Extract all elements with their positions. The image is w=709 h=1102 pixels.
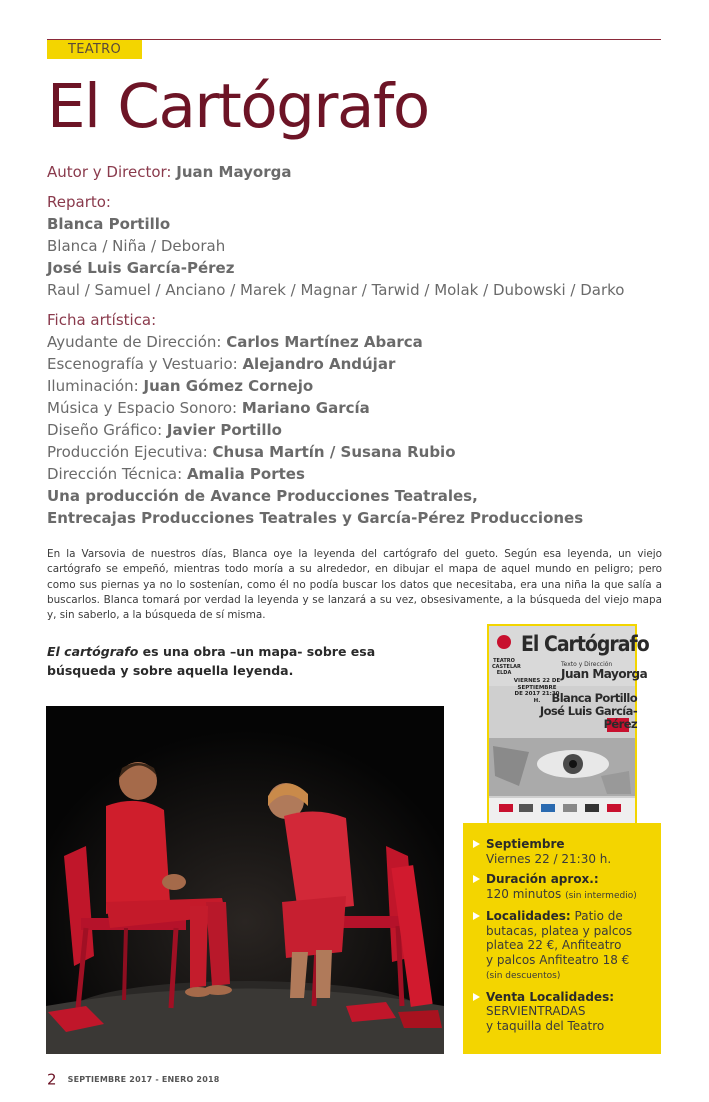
poster-director: Juan Mayorga [561,667,648,681]
artistic-item [47,331,687,353]
page-footer [47,1069,220,1089]
poster-cast-name: Blanca Portillo [551,691,637,705]
info-date [473,837,653,866]
artistic-role: Diseño Gráfico: [47,421,163,439]
artistic-role: Ayudante de Dirección: [47,333,222,351]
info-sales [473,990,653,1034]
info-duration-label: Duración aprox.: [486,872,599,886]
page-number: 2 [47,1070,57,1089]
event-poster [487,624,649,825]
info-tickets-line: y palcos Anfiteatro 18 € [486,952,630,967]
info-duration-note: (sin intermedio) [565,890,637,901]
pull-quote-italic: El cartógrafo [47,644,139,659]
artistic-role: Iluminación: [47,377,139,395]
artistic-item [47,397,687,419]
artistic-item [47,441,687,463]
artistic-label: Ficha artística: [47,311,157,329]
info-tickets-line: Patio de [574,909,623,923]
info-tickets [473,909,653,984]
artistic-role: Dirección Técnica: [47,465,183,483]
artistic-item [47,419,687,441]
poster-date: VIERNES 22 DE SEPTIEMBRE DE 2017 21:30 H. [513,678,561,704]
artistic-role: Producción Ejecutiva: [47,443,208,461]
artistic-name: Juan Gómez Cornejo [143,377,314,395]
footer-issue: SEPTIEMBRE 2017 - ENERO 2018 [67,1075,220,1084]
cast-actor-name: José Luis García-Pérez [47,259,235,277]
poster-venue: TEATRO CASTELAR ELDA [492,658,521,676]
page-title: El Cartógrafo [47,71,429,142]
author-director-name: Juan Mayorga [176,163,292,181]
poster-subtitle: Texto y Dirección [561,661,613,668]
section-tag: TEATRO [47,40,142,59]
artistic-name: Chusa Martín / Susana Rubio [212,443,456,461]
author-director-label: Autor y Director: [47,163,172,181]
stage-photo [46,706,444,1054]
info-tickets-line: platea 22 €, Anfiteatro [486,938,622,952]
info-tickets-note: (sin descuentos) [486,971,561,981]
cast-label: Reparto: [47,193,111,211]
production-line: Una producción de Avance Producciones Teatrales, [47,487,478,505]
info-date-label: Septiembre [486,837,565,851]
artistic-name: Amalia Portes [186,465,305,483]
info-box [463,823,661,1054]
pull-quote [47,642,377,680]
info-sales-line: y taquilla del Teatro [486,1018,605,1033]
artistic-name: Alejandro Andújar [242,355,396,373]
artistic-role: Música y Espacio Sonoro: [47,399,238,417]
artistic-name: Javier Portillo [166,421,282,439]
artistic-name: Carlos Martínez Abarca [226,333,423,351]
info-duration [473,872,653,903]
artistic-item [47,375,687,397]
artistic-role: Escenografía y Vestuario: [47,355,238,373]
artistic-name: Mariano García [241,399,370,417]
info-tickets-line: butacas, platea y palcos [486,923,633,938]
stage-photo-illustration [46,706,444,1054]
production-line: Entrecajas Producciones Teatrales y García-Pérez Producciones [47,509,584,527]
poster-cast [537,692,643,731]
artistic-item [47,353,687,375]
cast-actor-name: Blanca Portillo [47,215,171,233]
poster-title: El Cartógrafo [521,632,649,656]
artistic-item [47,463,687,485]
info-sales-line: SERVIENTRADAS [486,1004,586,1018]
info-duration-value: 120 minutos [486,886,562,901]
pull-quote-text: es una obra –un mapa- sobre esa búsqueda y sobre aquella leyenda. [47,644,376,678]
author-director-line [47,161,687,183]
info-tickets-label: Localidades: [486,909,571,923]
info-sales-label: Venta Localidades: [486,989,615,1004]
credits [47,161,687,529]
cast-actor-roles: Raul / Samuel / Anciano / Marek / Magnar / Tarwid / Molak / Dubowski / Darko [47,281,625,299]
info-date-value: Viernes 22 / 21:30 h. [486,851,612,866]
poster-cast-name: José Luis García-Pérez [539,704,637,731]
cast-actor-roles: Blanca / Niña / Deborah [47,237,226,255]
synopsis: En la Varsovia de nuestros días, Blanca oye la leyenda del cartógrafo del gueto. Según esa leyenda, un viejo cartógrafo se empeñó, mientras todo moría a su alrededor, en dibujar el mapa de aquel mundo en peligro; pero como sus piernas ya no lo sostenían, como él no podía buscar los datos que necesitaba, era una niña la que salía a buscarlos. Blanca tomará por verdad la leyenda y se lanzará a su vez, obsesivamente, a la búsqueda del viejo mapa y, sin saberlo, a la búsqueda de sí misma. [47,548,662,622]
